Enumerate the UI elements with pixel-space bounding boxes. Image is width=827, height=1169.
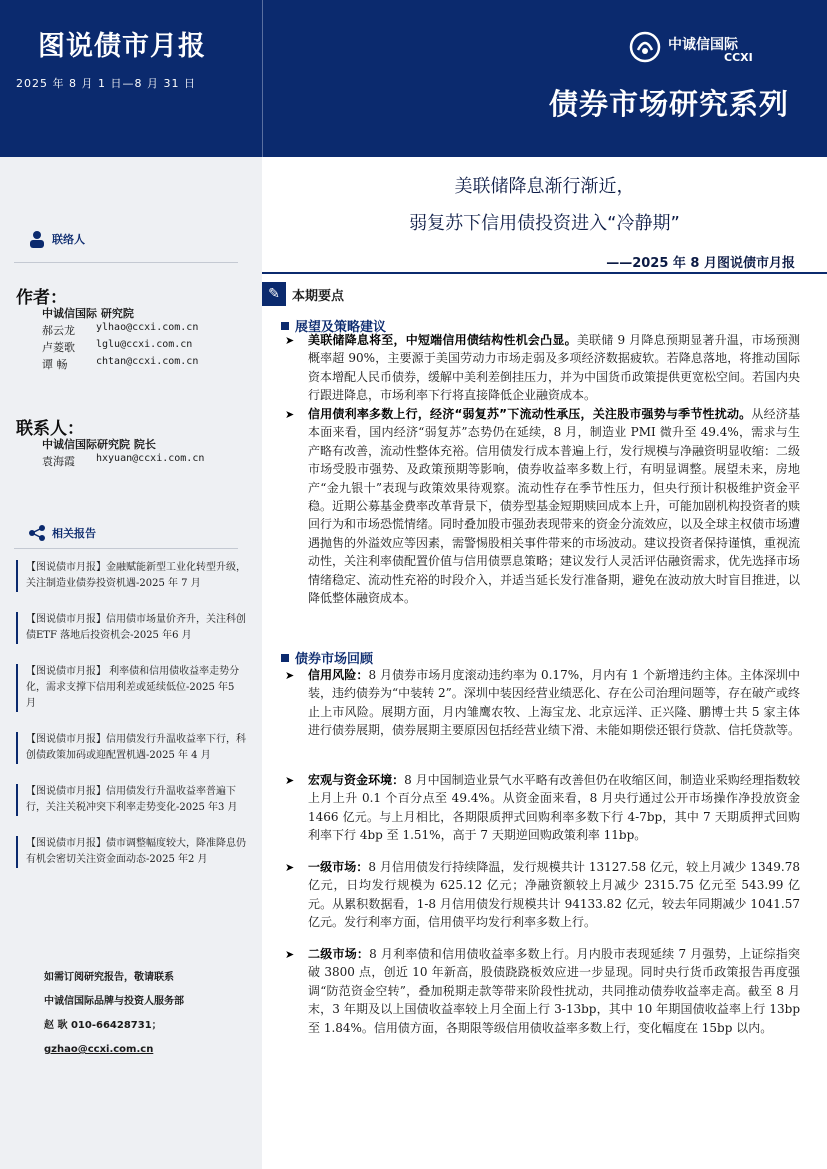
paragraph-body: 从经济基本面来看，国内经济“弱复苏”态势仍在延续，8 月，制造业 PMI 微升至 49.4%，需求与生产略有改善，流动性整体充裕。信用债发行成本普遍上行，发行规模与净融资明显收缩：二级市场受股市强势、及政策预期等影响，债券收益率多数上行，有明显调整。展望未来，房地产“金九银十”表现与政策效果待观察。流动性存在季节性压力，但央行预计积极维护资金平稳。近期公募基金费率改革背景下，债券型基金短期赎回成本上升，可能加剧机构投资者的赎回行为和市场恐慌情绪。同时叠加股市强劲表现带来的资金分流效应，以及全球主权债市场遭遇抛售的外溢效应等因素，需警惕股相关事件带来的市场波动。建议投资者保持谨慎，重视流动性，关注利率债配置价值与信用债票息策略；建议发行人灵活评估融资需求，优先选择市场情绪稳定、流动性充裕的时段介入，并适当延长发行准备期，避免在波动放大时盲目推进，以降低整体融资成本。 <box>308 407 801 606</box>
paragraph-body: 8 月利率债和信用债收益率多数上行。月内股市表现延续 7 月强势，上证综指突破 3800 点，创近 10 年新高，股债跷跷板效应进一步显现。同时央行货币政策报告再度强调“防范资金空转”，叠加税期走款等带来阶段性扰动，共同推动债券收益率走高。截至 8 月末，3 年期及以上国债收益率较上月全面上行 3-13bp，其中 10 年期国债收益率上行 13bp 至 1.84%。信用债方面，各期限等级信用债收益率多数上行，变化幅度在 15bp 以内。 <box>308 947 800 1035</box>
paragraph <box>308 858 800 938</box>
related-report-link[interactable]: 【图说债市月报】金融赋能新型工业化转型升级，关注制造业债券投资机遇-2025 年 7 月 <box>16 560 246 592</box>
department-text: 中诚信国际品牌与投资人服务部 <box>44 996 184 1007</box>
contacts-section-header <box>28 230 85 248</box>
contact-org: 中诚信国际研究院 院长 <box>42 438 156 451</box>
related-report-link[interactable]: 【图说债市月报】信用债发行升温收益率下行，科创债政策加码或迎配置机遇-2025 年 4 月 <box>16 732 246 764</box>
author-email[interactable]: lglu@ccxi.com.cn <box>96 339 193 350</box>
related-report-link[interactable]: 【图说债市月报】 利率债和信用债收益率走势分化，需求支撑下信用利差或延续低位-2025 年5 月 <box>16 664 246 712</box>
author-email[interactable]: chtan@ccxi.com.cn <box>96 356 199 367</box>
subscribe-text: 如需订阅研究报告，敬请联系 <box>44 972 174 983</box>
authors-heading: 作者： <box>16 288 67 308</box>
header-left <box>0 0 262 157</box>
related-report-link[interactable]: 【图说债市月报】信用债发行升温收益率普遍下行，关注关税冲突下利率走势变化-2025 年3 月 <box>16 784 246 816</box>
divider <box>14 262 238 263</box>
section-title: 展望及策略建议 <box>295 320 387 335</box>
date-range: 2025 年 8 月 1 日—8 月 31 日 <box>16 77 196 90</box>
title-subline: ——2025 年 8 月图说债市月报 <box>606 256 795 271</box>
title-rule <box>262 272 827 274</box>
key-points-label: 本期要点 <box>292 288 345 304</box>
paragraph-body: 8 月债券市场月度滚动违约率为 0.17%，月内有 1 个新增违约主体。主体深圳中装，违约债券为“中装转 2”。深圳中装因经营业绩恶化、存在公司治理问题等，存在破产或终止上市风险。展期方面，月内雏鹰农牧、上海宝龙、北京远洋、正兴隆、鹏博士共 5 家主体进行债券展期，债券展期主要原因包括经营业绩下滑、未能如期偿还银行贷款、信托贷款等。 <box>308 668 801 738</box>
contact-heading: 联系人： <box>16 419 84 439</box>
paragraph-lead: 宏观与资金环境： <box>308 773 405 787</box>
subscription-box <box>44 966 184 1062</box>
section-title: 债券市场回顾 <box>295 652 374 667</box>
related-report-link[interactable]: 【图说债市月报】债市调整幅度较大，降准降息仍有机会密切关注资金面动态-2025 年2 月 <box>16 836 246 868</box>
paragraph-lead: 信用风险： <box>308 668 369 682</box>
contact-row <box>42 453 204 469</box>
square-bullet-icon <box>281 322 289 330</box>
key-points-header <box>262 282 344 306</box>
author-row <box>42 322 198 338</box>
paragraph <box>308 771 800 851</box>
section-heading <box>281 648 373 667</box>
main-title-line2: 弱复苏下信用债投资进入“冷静期” <box>409 213 680 234</box>
arrow-bullet-icon: ➤ <box>285 774 295 787</box>
author-row <box>42 356 198 372</box>
logo-icon <box>628 30 662 64</box>
paragraph <box>308 331 800 405</box>
contact-name: 袁海霞 <box>42 455 75 468</box>
paragraph-body: 美联储 9 月降息预期显著升温，市场预测概率超 90%，主要源于美国劳动力市场走弱及多项经济数据疲软。若降息落地，将推动国际资本增配人民币债券，缓解中美利差倒挂压力，并为中国货币政策提供更宽松空间。若国内央行跟进降息，市场利率下行将直接降低企业融资成本。 <box>308 333 801 403</box>
header-right <box>262 0 827 157</box>
logo-text: 中诚信国际 <box>668 37 738 53</box>
company-logo <box>628 30 788 70</box>
paragraph <box>308 405 800 643</box>
series-title: 债券市场研究系列 <box>548 87 789 121</box>
report-title: 图说债市月报 <box>38 31 206 62</box>
author-name: 郝云龙 <box>42 324 75 337</box>
phone-text: 赵 耿 010-66428731； <box>44 1020 162 1031</box>
author-name: 卢菱歌 <box>42 341 75 354</box>
related-section-header <box>28 524 96 542</box>
author-name: 谭 畅 <box>42 358 68 371</box>
paragraph-lead: 二级市场： <box>308 947 370 961</box>
related-reports-list <box>16 560 246 888</box>
paragraph-body: 8 月中国制造业景气水平略有改善但仍在收缩区间，制造业采购经理指数较上月上升 0.1 个百分点至 49.4%。从资金面来看，8 月央行通过公开市场操作净投放资金 1466 亿元。与上月相比，各期限质押式回购利率多数下行 4-7bp，其中 7 天期质押式回购利率下行 4bp 至 1.51%，高于 7 天期逆回购政策利率 11bp。 <box>308 773 800 843</box>
arrow-bullet-icon: ➤ <box>285 408 295 421</box>
paragraph-lead: 美联储降息将至，中短端信用债结构性机会凸显。 <box>308 333 577 347</box>
authors-org: 中诚信国际 研究院 <box>42 307 134 320</box>
related-report-link[interactable]: 【图说债市月报】信用债市场量价齐升，关注科创债ETF 落地后投资机会-2025 年6 月 <box>16 612 246 644</box>
related-label: 相关报告 <box>52 527 96 540</box>
square-bullet-icon <box>281 654 289 662</box>
arrow-bullet-icon: ➤ <box>285 861 295 874</box>
arrow-bullet-icon: ➤ <box>285 669 295 682</box>
paragraph <box>308 666 800 766</box>
arrow-bullet-icon: ➤ <box>285 334 295 347</box>
arrow-bullet-icon: ➤ <box>285 948 295 961</box>
pen-icon: ✎ <box>262 282 286 306</box>
logo-sub: CCXI <box>724 51 753 64</box>
header-divider <box>262 0 263 157</box>
person-icon <box>28 230 46 248</box>
contacts-label: 联络人 <box>52 233 85 246</box>
main-title-line1: 美联储降息渐行渐近， <box>454 176 635 197</box>
paragraph <box>308 945 800 1075</box>
email-link[interactable]: gzhao@ccxi.com.cn <box>44 1044 154 1055</box>
share-icon <box>28 524 46 542</box>
author-email[interactable]: ylhao@ccxi.com.cn <box>96 322 199 333</box>
author-row <box>42 339 192 355</box>
paragraph-lead: 一级市场： <box>308 860 369 874</box>
contact-email[interactable]: hxyuan@ccxi.com.cn <box>96 453 205 464</box>
divider <box>14 548 238 549</box>
paragraph-body: 8 月信用债发行持续降温，发行规模共计 13127.58 亿元，较上月减少 1349.78 亿元，日均发行规模为 625.12 亿元；净融资额较上月减少 2315.75 亿元至 543.99 亿元。从累积数据看，1-8 月信用债发行规模共计 94133.82 亿元，较去年同期减少 1041.57 亿元。发行利率方面，信用债平均发行利率多数上行。 <box>308 860 800 930</box>
paragraph-lead: 信用债利率多数上行，经济“弱复苏”下流动性承压，关注股市强势与季节性扰动。 <box>308 407 752 421</box>
